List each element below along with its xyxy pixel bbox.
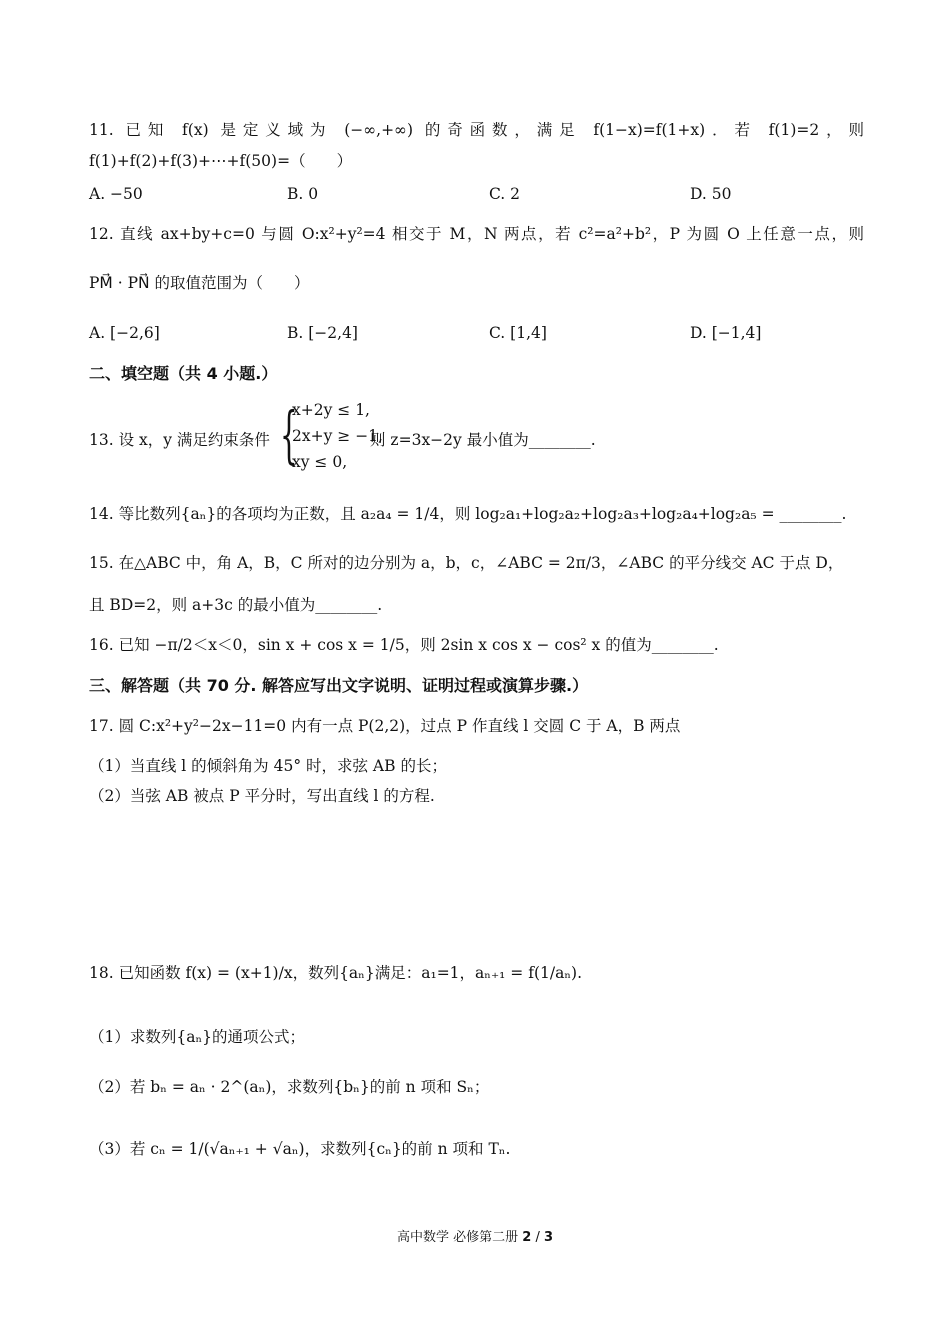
q18-part-2: （2）若 bₙ = aₙ · 2^(aₙ)，求数列{bₙ}的前 n 项和 Sₙ； [89, 1078, 490, 1096]
footer-book-title: 高中数学 必修第二册 [396, 1230, 519, 1245]
q11-option-b: B. 0 [287, 185, 319, 203]
left-brace-icon: { [280, 398, 298, 471]
footer-page-total: 3 [543, 1230, 554, 1245]
q11-line1: 11. 已知 f(x) 是定义域为 (−∞,+∞) 的奇函数，满足 f(1−x)=f(1+x)．若 f(1)=2，则 [89, 121, 864, 139]
section-heading-solutions: 三、解答题（共 70 分. 解答应写出文字说明、证明过程或演算步骤.） [89, 676, 589, 695]
q14-text: 14. 等比数列{aₙ}的各项均为正数，且 a₂a₄ = 1/4，则 log₂a₁+log₂a₂+log₂a₃+log₂a₄+log₂a₅ = ________. [89, 505, 847, 523]
q15-line2: 且 BD=2，则 a+3c 的最小值为________. [89, 596, 383, 614]
q13-prefix: 13. 设 x，y 满足约束条件 [89, 431, 270, 449]
q12-option-a: A. [−2,6] [89, 324, 160, 342]
q17-part-2: （2）当弦 AB 被点 P 平分时，写出直线 l 的方程. [89, 787, 435, 805]
q16-text: 16. 已知 −π/2＜x＜0，sin x + cos x = 1/5，则 2sin x cos x − cos² x 的值为________. [89, 636, 719, 654]
q18-stem: 18. 已知函数 f(x) = (x+1)/x，数列{aₙ}满足：a₁=1，aₙ₊₁ = f(1/aₙ). [89, 964, 583, 982]
q13-constraint-1: x+2y ≤ 1, [292, 401, 370, 419]
footer-separator: / [535, 1230, 540, 1245]
q12-line2: PM⃗ · PN⃗ 的取值范围为（ ） [89, 274, 310, 292]
q12-line1: 12. 直线 ax+by+c=0 与圆 O:x²+y²=4 相交于 M，N 两点，若 c²=a²+b²，P 为圆 O 上任意一点，则 [89, 225, 864, 243]
q17-stem: 17. 圆 C:x²+y²−2x−11=0 内有一点 P(2,2)，过点 P 作直线 l 交圆 C 于 A，B 两点 [89, 717, 681, 735]
q11-option-d: D. 50 [690, 185, 732, 203]
q15-line1: 15. 在△ABC 中，角 A，B，C 所对的边分别为 a，b，c，∠ABC = 2π/3，∠ABC 的平分线交 AC 于点 D， [89, 554, 844, 572]
page-footer [0, 1226, 950, 1245]
q11-option-a: A. −50 [89, 185, 143, 203]
q12-option-b: B. [−2,4] [287, 324, 358, 342]
q13-suffix: 则 z=3x−2y 最小值为________. [370, 431, 596, 449]
q18-part-1: （1）求数列{aₙ}的通项公式； [89, 1028, 306, 1046]
q17-part-1: （1）当直线 l 的倾斜角为 45° 时，求弦 AB 的长； [89, 757, 447, 775]
q12-option-d: D. [−1,4] [690, 324, 762, 342]
q11-line2: f(1)+f(2)+f(3)+⋯+f(50)=（ ） [89, 152, 353, 170]
q13-constraint-2: 2x+y ≥ −1, [292, 427, 383, 445]
q11-option-c: C. 2 [489, 185, 521, 203]
q12-option-c: C. [1,4] [489, 324, 547, 342]
section-heading-fill-in: 二、填空题（共 4 小题.） [89, 364, 278, 383]
footer-page-number: 2 [522, 1230, 532, 1245]
q13-constraint-3: xy ≤ 0, [292, 453, 348, 471]
q18-part-3: （3）若 cₙ = 1/(√aₙ₊₁ + √aₙ)，求数列{cₙ}的前 n 项和 Tₙ. [89, 1140, 511, 1158]
